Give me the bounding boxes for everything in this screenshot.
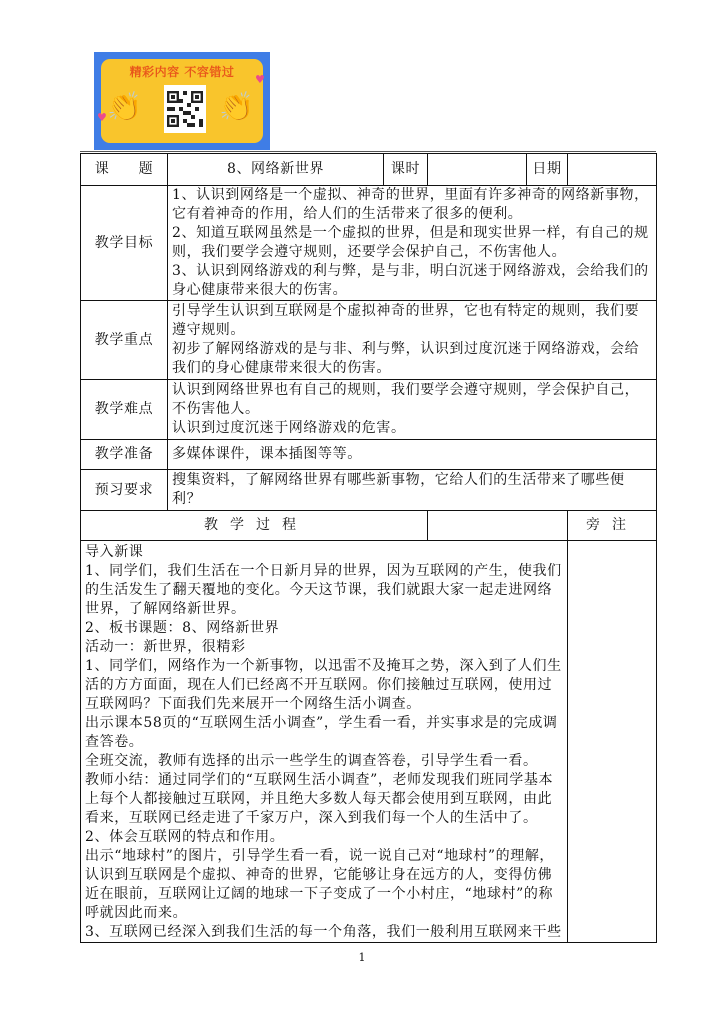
key-point-item: 引导学生认识到互联网是个虚拟神奇的世界，它也有特定的规则，我们要遵守规则。: [172, 303, 640, 338]
preview-item: 搜集资料，了解网络世界有哪些新事物，它给人们的生活带来了哪些便利？: [172, 472, 625, 507]
process-paragraph: 2、板书课题：8、网络新世界: [85, 620, 280, 636]
period-label: 课时: [384, 154, 428, 186]
promo-card: [97, 59, 265, 143]
key-points-content: [168, 301, 657, 380]
header-rule: [80, 151, 656, 152]
notes-content: [568, 541, 657, 943]
process-paragraph: 教师小结：通过同学们的“互联网生活小调查”，老师发现我们班同学基本上每个人都接触过互联网，并且绝大多数人每天都会使用到互联网，由此看来，互联网已经走进了千家万户，深入到我们每一个人的生活中了。: [85, 772, 554, 826]
objective-item: 1、认识到网络是一个虚拟、神奇的世界，里面有许多神奇的网络新事物，它有着神奇的作用，给人们的生活带来了很多的便利。: [172, 187, 649, 222]
topic-label: 课 题: [81, 154, 168, 186]
page-number: 1: [358, 951, 366, 964]
heart-icon: ♥: [255, 73, 265, 86]
process-paragraph: 3、互联网已经深入到我们生活的每一个角落，我们一般利用互联网来干些: [85, 924, 562, 940]
process-header-spacer: [428, 511, 568, 541]
key-points-row: [81, 301, 657, 380]
process-paragraph: 出示“地球村”的图片，引导学生看一看，说一说自己对“地球村”的理解，认识到互联网是个虚拟、神奇的世界，它能够让身在远方的人，变得仿佛近在眼前，互联网让辽阔的地球一下子变成了一个小村庄，“地球村”的称呼就因此而来。: [85, 848, 555, 921]
preparation-row: [81, 440, 657, 470]
qr-code: [164, 85, 206, 133]
process-paragraph: 活动一：新世界，很精彩: [85, 639, 246, 655]
objective-item: 3、认识到网络游戏的利与弊，是与非，明白沉迷于网络游戏，会给我们的身心健康带来很大的伤害。: [172, 263, 649, 298]
process-paragraph: 导入新课: [85, 544, 144, 560]
difficulties-content: [168, 380, 657, 440]
objectives-row: [81, 186, 657, 301]
process-paragraph: 1、同学们，网络作为一个新事物，以迅雷不及掩耳之势，深入到了人们生活的方方面面，现在人们已经离不开互联网。你们接触过互联网，使用过互联网吗？下面我们先来展开一个网络生活小调查。: [85, 658, 562, 712]
process-header-row: [81, 511, 657, 541]
lesson-plan-table: [80, 153, 657, 943]
process-content: [81, 541, 568, 943]
heart-icon: ♥: [97, 111, 107, 124]
difficulties-row: [81, 380, 657, 440]
difficulties-label: 教学难点: [81, 380, 168, 440]
preview-label: 预习要求: [81, 470, 168, 511]
preparation-label: 教学准备: [81, 440, 168, 470]
clapping-hands-icon: 👏: [219, 90, 254, 123]
objective-item: 2、知道互联网虽然是一个虚拟的世界，但是和现实世界一样，有自己的规则，我们要学会遵守规则，还要学会保护自己，不伤害他人。: [172, 225, 649, 260]
preparation-content: [168, 440, 657, 470]
process-paragraph: 出示课本58页的“互联网生活小调查”，学生看一看，并实事求是的完成调查答卷。: [85, 715, 558, 750]
clapping-hands-icon: 👏: [107, 90, 142, 123]
process-paragraph: 全班交流，教师有选择的出示一些学生的调查答卷，引导学生看一看。: [85, 753, 538, 769]
difficulty-item: 认识到网络世界也有自己的规则，我们要学会遵守规则，学会保护自己，不伤害他人。: [172, 382, 640, 417]
objectives-label: 教学目标: [81, 186, 168, 301]
promo-slogan: 精彩内容 不容错过: [129, 65, 235, 79]
period-value: [428, 154, 527, 186]
process-paragraph: 1、同学们，我们生活在一个日新月异的世界，因为互联网的产生，使我们的生活发生了翻天覆地的变化。今天这节课，我们就跟大家一起走进网络世界，了解网络新世界。: [85, 563, 562, 617]
process-header: 教学过程: [81, 511, 428, 541]
topic-value: 8、网络新世界: [168, 154, 384, 186]
difficulty-item: 认识到过度沉迷于网络游戏的危害。: [172, 420, 406, 436]
process-paragraph: 2、体会互联网的特点和作用。: [85, 829, 285, 845]
notes-header: 旁注: [568, 511, 657, 541]
key-points-label: 教学重点: [81, 301, 168, 380]
promo-banner: [94, 52, 270, 150]
preview-row: [81, 470, 657, 511]
process-body-row: [81, 541, 657, 943]
preview-content: [168, 470, 657, 511]
preparation-item: 多媒体课件，课本插图等等。: [172, 446, 362, 462]
objectives-content: [168, 186, 657, 301]
date-value: [568, 154, 657, 186]
date-label: 日期: [527, 154, 568, 186]
topic-row: [81, 154, 657, 186]
key-point-item: 初步了解网络游戏的是与非、利与弊，认识到过度沉迷于网络游戏，会给我们的身心健康带来很大的伤害。: [172, 341, 640, 376]
